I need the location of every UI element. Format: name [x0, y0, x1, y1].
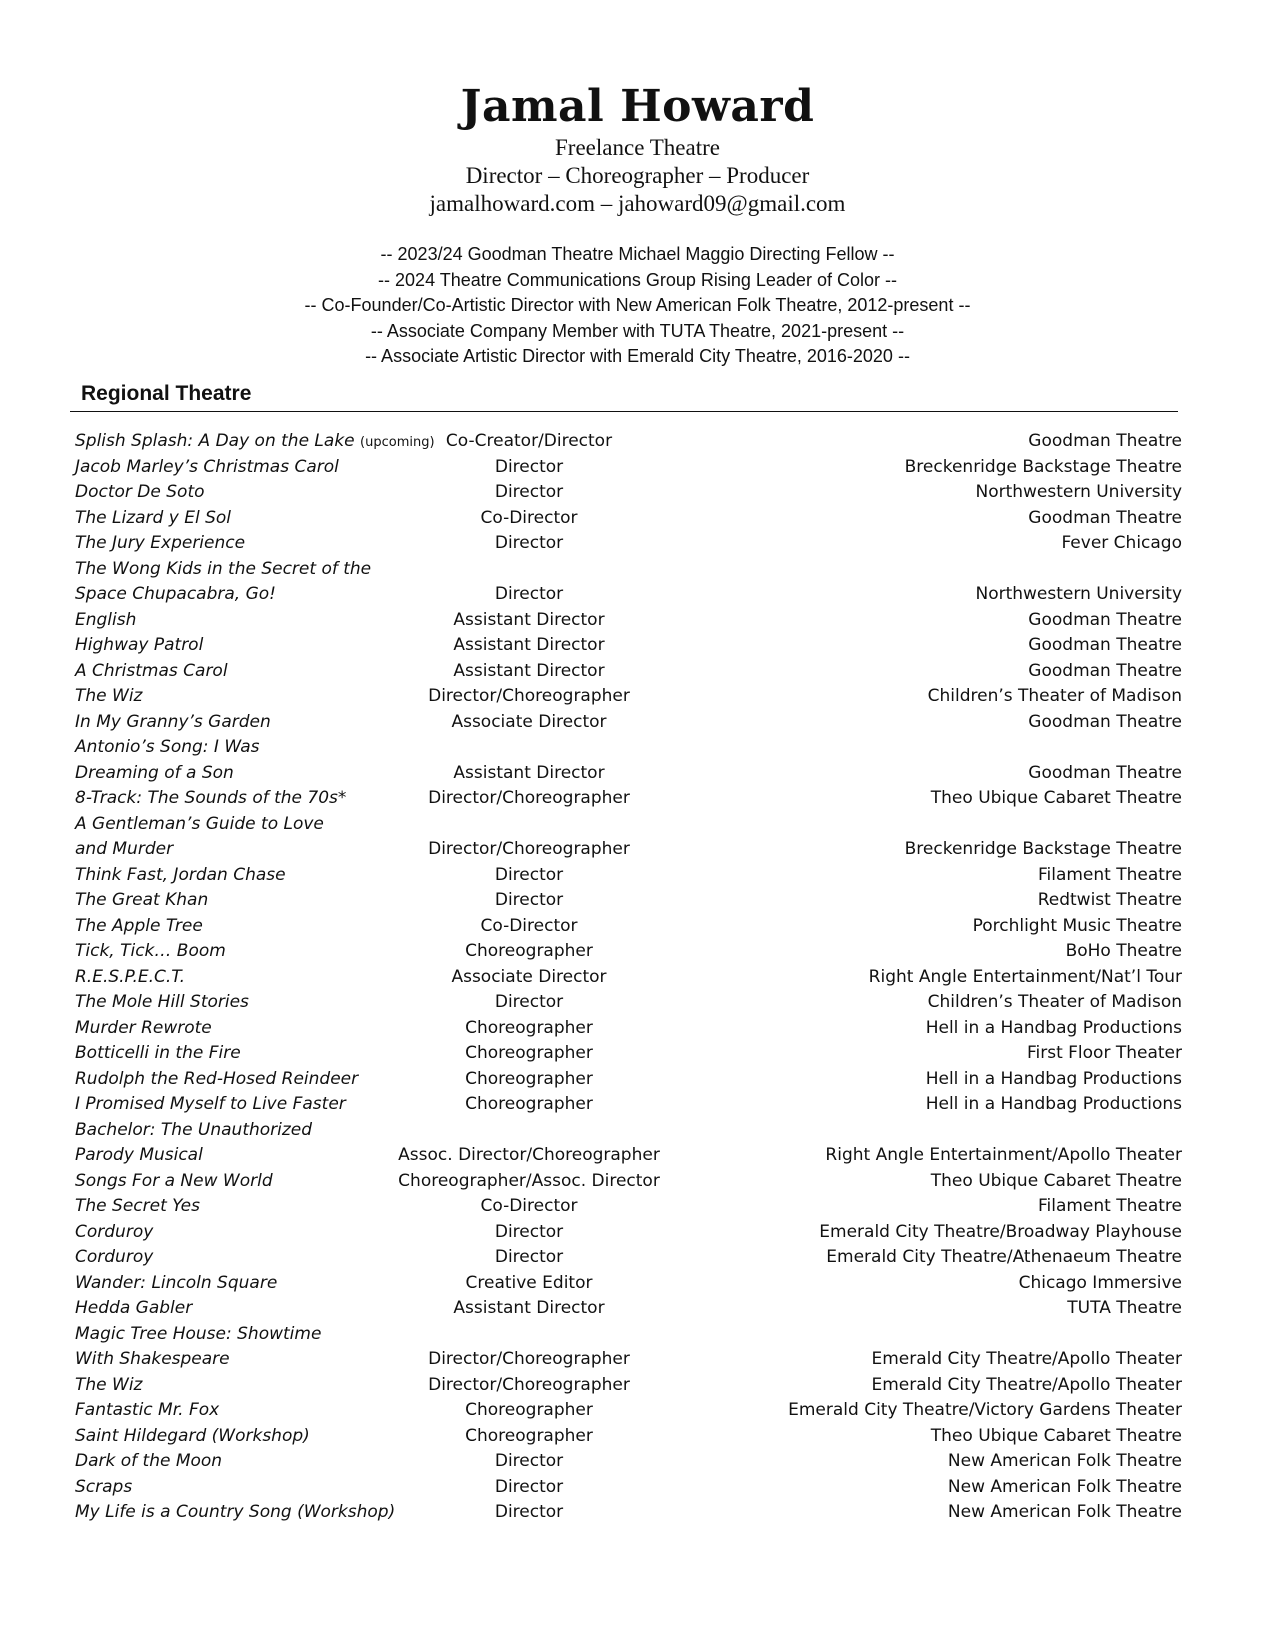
credit-title: [75, 990, 249, 1016]
credit-row: [0, 582, 1275, 608]
credit-row: [0, 837, 1275, 863]
credit-title: [75, 684, 142, 710]
credit-title: [75, 1322, 321, 1348]
credit-row: [0, 608, 1275, 634]
credit-role: Director/Choreographer: [428, 1349, 630, 1369]
credit-title: [75, 735, 260, 761]
credit-role: Assistant Director: [453, 660, 605, 681]
credit-title: [75, 1347, 230, 1373]
credit-title: [75, 1194, 200, 1220]
credit-role: Director: [494, 1502, 564, 1522]
credit-role: Director/Choreographer: [428, 839, 630, 859]
honor-item: -- Associate Artistic Director with Emerald City Theatre, 2016-2020 --: [365, 346, 910, 366]
credit-title: [75, 557, 371, 583]
credit-role: Choreographer: [465, 1425, 593, 1446]
credit-row: [0, 939, 1275, 965]
credit-title: [75, 812, 324, 838]
credit-venue: Children’s Theater of Madison: [927, 686, 1182, 706]
credit-role: Choreographer: [465, 1043, 593, 1063]
credit-title-text: The Lizard y El Sol: [75, 507, 231, 528]
credit-row: [0, 965, 1275, 991]
credit-role: Director: [494, 1451, 564, 1471]
credit-venue: BoHo Theatre: [1065, 941, 1182, 961]
credit-role: Director: [494, 1476, 564, 1497]
credit-row: [0, 863, 1275, 889]
credit-title: [75, 710, 271, 736]
credit-row: [0, 1500, 1275, 1526]
credit-venue: First Floor Theater: [1026, 1043, 1182, 1063]
credit-row: [0, 1373, 1275, 1399]
credit-title: [75, 455, 339, 481]
credit-venue: New American Folk Theatre: [947, 1476, 1182, 1497]
credit-row: [0, 914, 1275, 940]
credit-role: Assistant Director: [453, 1298, 605, 1318]
credit-role: Associate Director: [451, 966, 607, 987]
credit-role: Director: [494, 584, 564, 604]
credit-row: [0, 1347, 1275, 1373]
credit-role: Choreographer: [465, 1094, 593, 1114]
credit-venue: TUTA Theatre: [1067, 1298, 1182, 1318]
contact-line: jamalhoward.com – jahoward09@gmail.com: [429, 191, 846, 216]
credit-title-text: R.E.S.P.E.C.T.: [75, 966, 186, 987]
credit-row: [0, 812, 1275, 838]
credit-role: Director/Choreographer: [428, 686, 630, 706]
credit-title-text: With Shakespeare: [75, 1349, 230, 1369]
credit-row: [0, 1398, 1275, 1424]
credit-row: [0, 531, 1275, 557]
credit-title: [75, 1398, 219, 1424]
credit-title-text: In My Granny’s Garden: [75, 711, 271, 732]
credit-row: [0, 1220, 1275, 1246]
credit-row: [0, 684, 1275, 710]
credit-row: [0, 761, 1275, 787]
credit-title-text: Corduroy: [75, 1247, 154, 1267]
credit-row: [0, 1016, 1275, 1042]
credit-title-text: Jacob Marley’s Christmas Carol: [75, 456, 339, 477]
credit-role: Director: [494, 864, 564, 885]
credit-title-text: Wander: Lincoln Square: [75, 1272, 278, 1293]
credit-title: [75, 939, 226, 965]
credit-title-text: Dreaming of a Son: [75, 762, 234, 783]
credit-title: [75, 582, 276, 608]
credit-role: Director: [494, 456, 564, 477]
credit-row: [0, 1118, 1275, 1144]
credit-role: Co-Creator/Director: [445, 431, 613, 451]
credit-title: [75, 1092, 346, 1118]
credit-venue: Right Angle Entertainment/Nat’l Tour: [868, 966, 1182, 987]
credit-venue: Theo Ubique Cabaret Theatre: [930, 1170, 1182, 1191]
credit-role: Director: [494, 533, 564, 553]
credit-venue: Porchlight Music Theatre: [972, 915, 1182, 936]
honor-item: -- Co-Founder/Co-Artistic Director with New American Folk Theatre, 2012-present --: [304, 295, 971, 315]
credit-role: Associate Director: [451, 711, 607, 732]
credit-role: Director: [494, 890, 564, 910]
credit-row: [0, 1143, 1275, 1169]
credit-title-text: English: [75, 609, 137, 630]
credit-title-text: I Promised Myself to Live Faster: [75, 1094, 346, 1114]
credit-title-text: Scraps: [75, 1476, 133, 1497]
credit-venue: Goodman Theatre: [1028, 711, 1182, 732]
credit-title: [75, 659, 228, 685]
credit-title-text: Songs For a New World: [75, 1170, 273, 1191]
honors-list: [0, 242, 1275, 370]
credit-title-text: The Wong Kids in the Secret of the: [75, 558, 372, 579]
credit-title-text: Fantastic Mr. Fox: [75, 1400, 220, 1420]
credit-row: [0, 888, 1275, 914]
credit-role: Co-Director: [480, 507, 578, 528]
credit-title: [75, 1041, 241, 1067]
person-name: Jamal Howard: [460, 81, 815, 132]
credit-role: Choreographer: [465, 1068, 593, 1089]
credit-venue: Goodman Theatre: [1028, 609, 1182, 630]
credit-title: [75, 506, 231, 532]
credit-title: [75, 1245, 153, 1271]
credit-role: Choreographer: [465, 1400, 593, 1420]
resume-header: [0, 80, 1275, 218]
credit-title-text: Parody Musical: [75, 1145, 203, 1165]
credit-title: [75, 1169, 273, 1195]
credit-venue: Filament Theatre: [1037, 864, 1182, 885]
credit-venue: New American Folk Theatre: [947, 1502, 1182, 1522]
credit-role: Assistant Director: [453, 762, 605, 783]
credit-title: [75, 429, 435, 456]
credit-venue: New American Folk Theatre: [947, 1451, 1182, 1471]
roles-line: Director – Choreographer – Producer: [465, 163, 810, 188]
credit-venue: Emerald City Theatre/Victory Gardens Theater: [788, 1400, 1182, 1420]
credit-title: [75, 1118, 312, 1144]
credit-row: [0, 1245, 1275, 1271]
credit-role: Choreographer/Assoc. Director: [398, 1170, 660, 1191]
credit-title: [75, 1500, 395, 1526]
credits-list: [0, 429, 1275, 1526]
credit-role: Director: [494, 992, 564, 1012]
credit-role: Assistant Director: [453, 635, 605, 655]
credit-title-text: A Gentleman’s Guide to Love: [75, 813, 324, 834]
credit-row: [0, 1041, 1275, 1067]
credit-title-text: Dark of the Moon: [75, 1451, 223, 1471]
credit-title: [75, 1373, 142, 1399]
credit-venue: Children’s Theater of Madison: [927, 992, 1182, 1012]
credit-venue: Goodman Theatre: [1028, 635, 1182, 655]
credit-row: [0, 1169, 1275, 1195]
credit-role: Choreographer: [465, 941, 593, 961]
credit-title-text: Antonio’s Song: I Was: [75, 737, 260, 757]
credit-venue: Chicago Immersive: [1018, 1272, 1182, 1293]
credit-title: [75, 1016, 212, 1042]
credit-title-text: Splish Splash: A Day on the Lake: [75, 431, 355, 451]
credit-title-text: and Murder: [75, 839, 174, 859]
credit-role: Director/Choreographer: [428, 788, 630, 808]
credit-venue: Goodman Theatre: [1028, 507, 1182, 528]
credit-title-text: Botticelli in the Fire: [75, 1043, 241, 1063]
credit-role: Director: [494, 1221, 564, 1242]
credit-row: [0, 633, 1275, 659]
credit-role: Director: [494, 1247, 564, 1267]
credit-title-text: The Wiz: [75, 686, 143, 706]
credit-role: Co-Director: [480, 1196, 578, 1216]
credit-venue: Northwestern University: [975, 584, 1182, 604]
credit-venue: Emerald City Theatre/Athenaeum Theatre: [826, 1247, 1182, 1267]
credit-title-text: Think Fast, Jordan Chase: [75, 864, 286, 885]
credit-title-text: Murder Rewrote: [75, 1017, 212, 1038]
credit-title: [75, 1271, 277, 1297]
credit-title-text: Doctor De Soto: [75, 482, 205, 502]
credit-title-text: Highway Patrol: [75, 635, 204, 655]
credit-venue: Filament Theatre: [1037, 1196, 1182, 1216]
credit-title-text: Bachelor: The Unauthorized: [75, 1119, 313, 1140]
credit-row: [0, 710, 1275, 736]
credit-venue: Emerald City Theatre/Broadway Playhouse: [819, 1221, 1182, 1242]
credit-venue: Goodman Theatre: [1028, 762, 1182, 783]
credit-row: [0, 480, 1275, 506]
credit-row: [0, 455, 1275, 481]
credit-row: [0, 786, 1275, 812]
credit-row: [0, 659, 1275, 685]
credit-title-text: The Apple Tree: [75, 915, 203, 936]
honor-item: -- 2023/24 Goodman Theatre Michael Maggio Directing Fellow --: [380, 244, 895, 264]
credit-title-text: Corduroy: [75, 1221, 154, 1242]
credit-venue: Hell in a Handbag Productions: [925, 1068, 1182, 1089]
section-divider: [70, 411, 1178, 412]
credit-role: Co-Director: [480, 915, 578, 936]
credit-title-text: Hedda Gabler: [75, 1298, 193, 1318]
credit-title: [75, 633, 203, 659]
credit-venue: Breckenridge Backstage Theatre: [904, 839, 1182, 859]
credit-venue: Right Angle Entertainment/Apollo Theater: [825, 1145, 1182, 1165]
credit-venue: Emerald City Theatre/Apollo Theater: [871, 1374, 1182, 1395]
credit-row: [0, 1194, 1275, 1220]
credit-row: [0, 557, 1275, 583]
credit-title-text: The Great Khan: [75, 890, 209, 910]
credit-title: [75, 837, 173, 863]
credit-venue: Goodman Theatre: [1028, 431, 1182, 451]
credit-title-text: Space Chupacabra, Go!: [75, 584, 276, 604]
credit-title: [75, 1296, 192, 1322]
credit-row: [0, 1296, 1275, 1322]
profession-line: Freelance Theatre: [555, 135, 720, 160]
credit-title: [75, 480, 205, 506]
credit-role: Assoc. Director/Choreographer: [398, 1145, 660, 1165]
honor-item: -- Associate Company Member with TUTA Theatre, 2021-present --: [370, 320, 905, 341]
credit-title: [75, 1067, 358, 1093]
credit-title-text: 8-Track: The Sounds of the 70s*: [75, 788, 347, 808]
credit-venue: Breckenridge Backstage Theatre: [904, 456, 1182, 477]
credit-role: Director/Choreographer: [428, 1374, 630, 1395]
credit-title: [75, 1220, 153, 1246]
credit-venue: Northwestern University: [975, 482, 1182, 502]
credit-title: [75, 786, 346, 812]
credit-venue: Theo Ubique Cabaret Theatre: [930, 1425, 1182, 1446]
credit-row: [0, 1475, 1275, 1501]
credit-note: (upcoming): [360, 435, 435, 450]
honor-item: -- 2024 Theatre Communications Group Rising Leader of Color --: [378, 269, 897, 290]
credit-row: [0, 1092, 1275, 1118]
credit-title: [75, 914, 203, 940]
credit-title-text: Magic Tree House: Showtime: [75, 1323, 322, 1344]
section-title: Regional Theatre: [81, 382, 252, 405]
credit-row: [0, 1449, 1275, 1475]
credit-venue: Emerald City Theatre/Apollo Theater: [871, 1349, 1182, 1369]
credit-title-text: Rudolph the Red-Hosed Reindeer: [75, 1068, 359, 1089]
credit-venue: Redtwist Theatre: [1037, 890, 1182, 910]
credit-title-text: Saint Hildegard (Workshop): [75, 1425, 310, 1446]
credit-row: [0, 1067, 1275, 1093]
credit-title-text: My Life is a Country Song (Workshop): [75, 1502, 396, 1522]
credit-title: [75, 1143, 203, 1169]
credit-title-text: The Secret Yes: [75, 1196, 200, 1216]
credit-venue: Theo Ubique Cabaret Theatre: [930, 788, 1182, 808]
credit-title: [75, 1449, 222, 1475]
credit-row: [0, 1322, 1275, 1348]
credit-title: [75, 1475, 132, 1501]
credit-title: [75, 531, 245, 557]
credit-role: Choreographer: [465, 1017, 593, 1038]
credit-venue: Hell in a Handbag Productions: [925, 1094, 1182, 1114]
credit-role: Director: [494, 482, 564, 502]
credit-title-text: The Wiz: [75, 1374, 143, 1395]
credit-venue: Hell in a Handbag Productions: [925, 1017, 1182, 1038]
credit-title-text: The Mole Hill Stories: [75, 992, 249, 1012]
credit-title: [75, 965, 185, 991]
credit-row: [0, 429, 1275, 455]
credit-venue: Fever Chicago: [1061, 533, 1182, 553]
credit-row: [0, 1424, 1275, 1450]
credit-row: [0, 990, 1275, 1016]
credit-title-text: A Christmas Carol: [75, 660, 228, 681]
credit-row: [0, 1271, 1275, 1297]
credit-role: Assistant Director: [453, 609, 605, 630]
credit-title: [75, 608, 136, 634]
credit-venue: Goodman Theatre: [1028, 660, 1182, 681]
credit-role: Creative Editor: [465, 1272, 593, 1293]
credit-title: [75, 761, 234, 787]
credit-title: [75, 863, 286, 889]
credit-title-text: The Jury Experience: [75, 533, 246, 553]
credit-row: [0, 735, 1275, 761]
credit-title: [75, 1424, 310, 1450]
credit-title: [75, 888, 208, 914]
credit-title-text: Tick, Tick… Boom: [75, 941, 226, 961]
credit-row: [0, 506, 1275, 532]
